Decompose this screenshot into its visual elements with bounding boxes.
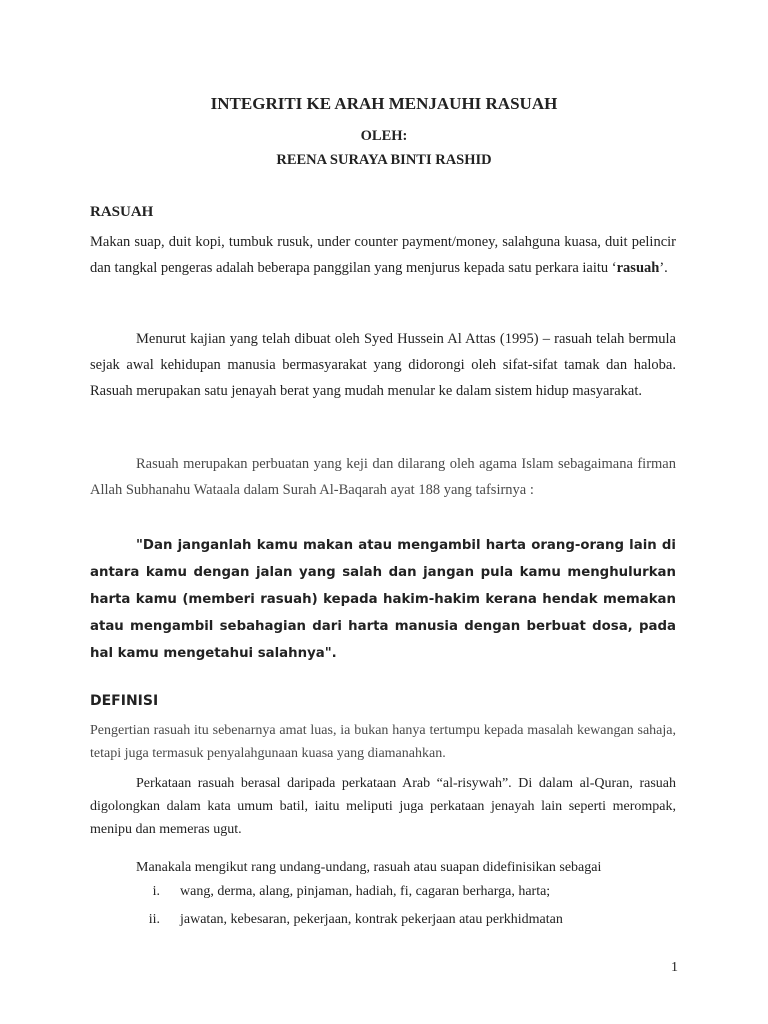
- list-text: wang, derma, alang, pinjaman, hadiah, fi, cagaran berharga, harta;: [180, 884, 551, 899]
- paragraph-definisi-scope: Pengertian rasuah itu sebenarnya amat luas, ia bukan hanya tertumpu kepada masalah kewangan sahaja, tetapi juga termasuk penyalahgunaan kuasa yang diamanahkan.: [90, 723, 676, 761]
- quote-al-baqarah: "Dan janganlah kamu makan atau mengambil harta orang-orang lain di antara kamu dengan jalan yang salah dan jangan pula kamu menghulurkan harta kamu (memberi rasuah) kepada hakim-hakim kerana hendak memakan atau mengambil sebahagian dari harta manusia dengan berbuat dosa, pada hal kamu mengetahui salahnya".: [90, 538, 676, 661]
- section-heading-rasuah: RASUAH: [90, 204, 154, 220]
- paragraph-rasuah-history: Menurut kajian yang telah dibuat oleh Syed Hussein Al Attas (1995) – rasuah telah bermula sejak awal kehidupan manusia bermasyarakat yang didorongi oleh sifat-sifat tamak dan haloba. Rasuah merupakan satu jenayah berat yang mudah menular ke dalam sistem hidup masyarakat.: [90, 331, 676, 399]
- paragraph-definisi-origin: Perkataan rasuah berasal daripada perkataan Arab “al-risywah”. Di dalam al-Quran, rasuah digolongkan dalam kata umum batil, iaitu meliputi juga perkataan jenayah lain seperti merompak, menipu dan memeras ugut.: [90, 776, 676, 837]
- section-heading-definisi: DEFINISI: [90, 693, 159, 709]
- paragraph-definisi-law: Manakala mengikut rang undang-undang, rasuah atau suapan didefinisikan sebagai: [136, 860, 602, 875]
- paragraph-rasuah-intro: [90, 229, 676, 281]
- paragraph-rasuah-islam: Rasuah merupakan perbuatan yang keji dan dilarang oleh agama Islam sebagaimana firman Allah Subhanahu Wataala dalam Surah Al-Baqarah ayat 188 yang tafsirnya :: [90, 456, 676, 498]
- list-number: i.: [152, 884, 160, 899]
- list-text: jawatan, kebesaran, pekerjaan, kontrak pekerjaan atau perkhidmatan: [180, 912, 563, 927]
- author-name: REENA SURAYA BINTI RASHID: [276, 152, 492, 168]
- by-label: OLEH:: [360, 128, 408, 144]
- list-number: ii.: [148, 912, 160, 927]
- paragraph-text: Makan suap, duit kopi, tumbuk rusuk, under counter payment/money, salahguna kuasa, duit pelincir dan tangkal pengeras adalah beberapa panggilan yang menjurus kepada satu perkara iaitu ‘: [90, 234, 676, 276]
- document-title: INTEGRITI KE ARAH MENJAUHI RASUAH: [210, 94, 558, 113]
- bold-term: rasuah: [616, 260, 660, 276]
- page-number: 1: [671, 960, 678, 975]
- paragraph-text: ’.: [659, 260, 668, 276]
